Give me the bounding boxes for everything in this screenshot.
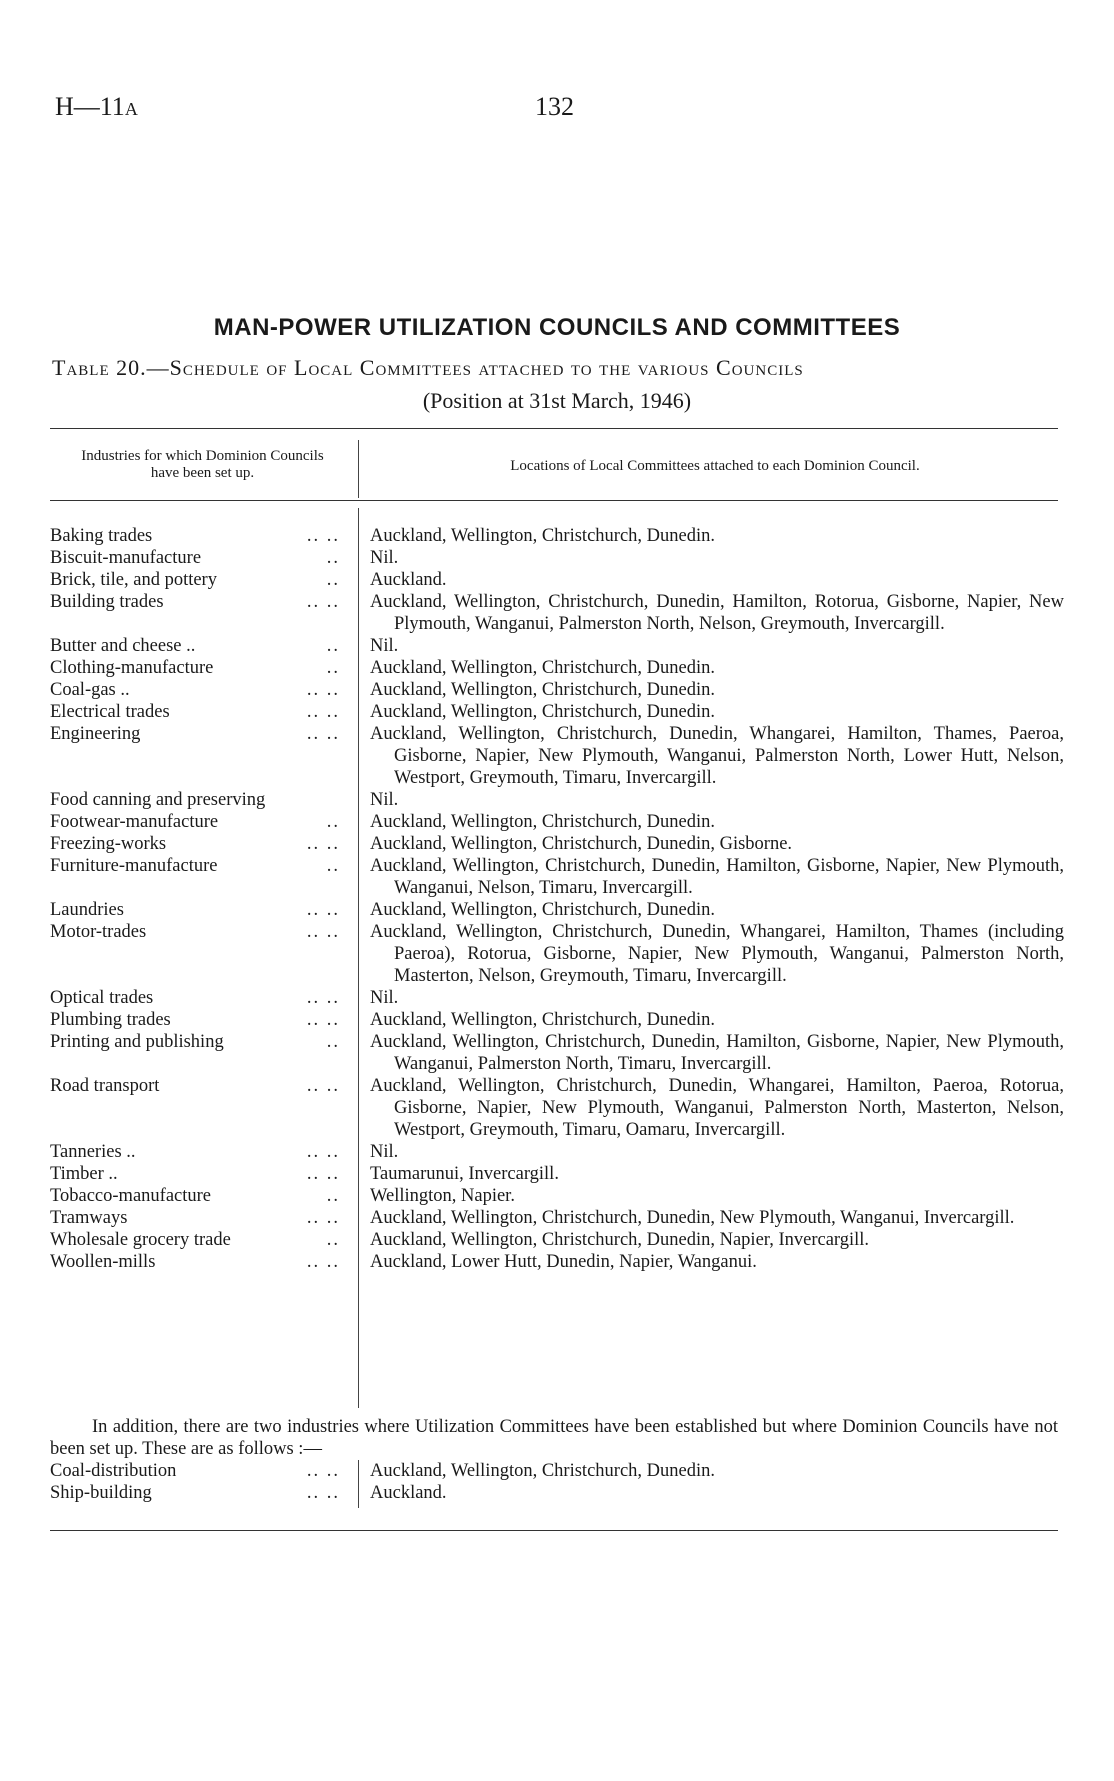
industry-name: Baking trades [50,526,155,546]
table-subtitle: Table 20.—Schedule of Local Committees attached to the various Councils [52,355,804,380]
industry-cell [50,723,340,789]
leader-dots: .. [326,548,340,568]
industry-name: Tramways [50,1208,130,1228]
industry-name: Biscuit-manufacture [50,548,204,568]
table-row [0,1163,1114,1185]
locations-cell: Auckland, Wellington, Christchurch, Dunedin, Hamilton, Gisborne, Napier, New Plymouth, Wanganui, Nelson, Timaru, Invercargill. [370,856,1064,898]
table-row [0,1229,1114,1251]
page-header-code [55,92,138,122]
leader-dots: .. .. [306,988,340,1008]
table-row [0,591,1114,635]
locations-cell: Auckland. [370,1483,447,1503]
industry-cell [50,1031,340,1075]
industry-cell [50,789,340,811]
locations-cell: Auckland, Wellington, Christchurch, Dunedin, Hamilton, Rotorua, Gisborne, Napier, New Plymouth, Wanganui, Palmerston North, Nelson, Greymouth, Invercargill. [370,592,1064,634]
table-row [0,1031,1114,1075]
locations-cell: Auckland, Wellington, Christchurch, Dunedin, Whangarei, Hamilton, Thames, Paeroa, Gisborne, Napier, New Plymouth, Wanganui, Palmerston North, Lower Hutt, Nelson, Westport, Greymouth, Timaru, Invercargill. [370,724,1064,788]
footnote [50,1416,1058,1460]
industry-cell [50,1251,340,1273]
industry-name: Building trades [50,592,167,612]
industry-name: Coal-gas .. [50,680,133,700]
doc-code: H—11 [55,92,125,121]
locations-cell: Auckland, Wellington, Christchurch, Dunedin. [370,680,715,700]
industry-name: Road transport [50,1076,162,1096]
locations-cell: Auckland, Wellington, Christchurch, Dunedin. [370,526,715,546]
industry-name: Butter and cheese .. [50,636,198,656]
industry-name: Plumbing trades [50,1010,174,1030]
locations-cell: Wellington, Napier. [370,1186,515,1206]
industry-name: Coal-distribution [50,1461,179,1481]
locations-cell: Auckland, Lower Hutt, Dunedin, Napier, Wanganui. [370,1252,757,1272]
position-date: (Position at 31st March, 1946) [422,388,692,413]
leader-dots: .. .. [306,1461,340,1481]
page-title: MAN-POWER UTILIZATION COUNCILS AND COMMITTEES [213,314,901,341]
page-number: 132 [535,92,574,121]
table-row [0,1460,1114,1482]
leader-dots: .. [326,1032,340,1052]
leader-dots: .. .. [306,1142,340,1162]
leader-dots: .. .. [306,526,340,546]
locations-cell: Auckland, Wellington, Christchurch, Dunedin, Whangarei, Hamilton, Paeroa, Rotorua, Gisborne, Napier, New Plymouth, Wanganui, Palmerston North, Masterton, Nelson, Westport, Greymouth, Timaru, Oamaru, Invercargill. [370,1076,1064,1140]
header-divider [358,440,359,498]
leader-dots: .. .. [306,1208,340,1228]
leader-dots: .. .. [306,1483,340,1503]
bottom-rule [50,1530,1058,1531]
industry-name: Brick, tile, and pottery [50,570,220,590]
industry-cell [50,1460,340,1482]
leader-dots: .. .. [306,1010,340,1030]
industry-name: Freezing-works [50,834,169,854]
industry-name: Laundries [50,900,127,920]
table-row [0,1185,1114,1207]
locations-cell: Auckland, Wellington, Christchurch, Dunedin. [370,900,715,920]
locations-cell: Nil. [370,548,399,568]
industry-cell [50,811,340,833]
table-row [0,1207,1114,1229]
industry-cell [50,591,340,635]
table-row [0,1009,1114,1031]
locations-cell: Auckland, Wellington, Christchurch, Dunedin, New Plymouth, Wanganui, Invercargill. [370,1208,1015,1228]
leader-dots: .. .. [306,724,340,744]
leader-dots: .. .. [306,922,340,942]
top-rule [50,428,1058,429]
locations-cell: Auckland, Wellington, Christchurch, Dunedin, Hamilton, Gisborne, Napier, New Plymouth, Wanganui, Palmerston North, Timaru, Invercargill. [370,1032,1064,1074]
locations-cell: Auckland, Wellington, Christchurch, Dunedin. [370,658,715,678]
industry-cell [50,855,340,899]
locations-cell: Auckland, Wellington, Christchurch, Dunedin. [370,1461,715,1481]
leader-dots: .. [326,636,340,656]
header-bottom-rule [50,500,1058,501]
industry-name: Engineering [50,724,143,744]
industry-cell [50,1207,340,1229]
locations-cell: Auckland, Wellington, Christchurch, Dunedin, Whangarei, Hamilton, Thames (including Paeroa), Rotorua, Gisborne, Napier, New Plymouth, Wanganui, Palmerston North, Masterton, Nelson, Greymouth, Timaru, Invercargill. [370,922,1064,986]
table-row [0,525,1114,547]
additional-divider [358,1460,359,1508]
table-row [0,635,1114,657]
locations-cell: Auckland, Wellington, Christchurch, Dunedin. [370,1010,715,1030]
table-row [0,1141,1114,1163]
industry-cell [50,525,340,547]
industry-cell [50,635,340,657]
industry-cell [50,1163,340,1185]
industry-name: Furniture-manufacture [50,856,220,876]
table-row [0,547,1114,569]
locations-cell: Auckland, Wellington, Christchurch, Dunedin, Napier, Invercargill. [370,1230,870,1250]
industry-cell [50,833,340,855]
table-row [0,811,1114,833]
industry-cell [50,657,340,679]
locations-cell: Nil. [370,1142,399,1162]
table-row [0,921,1114,987]
locations-cell: Nil. [370,790,399,810]
leader-dots: .. .. [306,680,340,700]
table-row [0,1075,1114,1141]
leader-dots: .. .. [306,702,340,722]
industry-name: Printing and publishing [50,1032,227,1052]
leader-dots: .. [326,812,340,832]
table-row [0,1482,1114,1504]
industry-name: Food canning and preserving [50,790,268,810]
schedule-table [0,525,1114,1273]
leader-dots: .. [326,1186,340,1206]
industry-name: Electrical trades [50,702,173,722]
industry-cell [50,1229,340,1251]
industry-cell [50,987,340,1009]
industry-name: Tanneries .. [50,1142,139,1162]
leader-dots: .. [326,658,340,678]
table-row [0,987,1114,1009]
table-row [0,701,1114,723]
locations-cell: Nil. [370,636,399,656]
footnote-text: In addition, there are two industries where Utilization Committees have been established but where Dominion Councils have not been set up. These are as follows :— [50,1417,1058,1459]
leader-dots: .. .. [306,1164,340,1184]
industry-cell [50,899,340,921]
industry-name: Footwear-manufacture [50,812,221,832]
industry-name: Wholesale grocery trade [50,1230,234,1250]
industry-name: Optical trades [50,988,156,1008]
industry-cell [50,1141,340,1163]
leader-dots: .. .. [306,592,340,612]
industry-cell [50,921,340,987]
industry-cell [50,1185,340,1207]
table-row [0,833,1114,855]
industry-name: Clothing-manufacture [50,658,216,678]
table-row [0,657,1114,679]
industry-cell [50,569,340,591]
column-header-locations: Locations of Local Committees attached to each Dominion Council. [510,458,920,474]
industry-cell [50,1482,340,1504]
table-row [0,899,1114,921]
locations-cell: Auckland, Wellington, Christchurch, Dunedin. [370,702,715,722]
industry-cell [50,679,340,701]
table-row [0,679,1114,701]
industry-name: Timber .. [50,1164,121,1184]
industry-cell [50,1075,340,1141]
industry-cell [50,547,340,569]
leader-dots: .. .. [306,1252,340,1272]
locations-cell: Auckland. [370,570,447,590]
leader-dots: .. [326,1230,340,1250]
industry-cell [50,1009,340,1031]
leader-dots: .. [326,570,340,590]
leader-dots: .. .. [306,1076,340,1096]
industry-name: Woollen-mills [50,1252,158,1272]
industry-name: Motor-trades [50,922,149,942]
table-row [0,723,1114,789]
locations-cell: Auckland, Wellington, Christchurch, Dunedin, Gisborne. [370,834,793,854]
table-row [0,855,1114,899]
industry-name: Ship-building [50,1483,155,1503]
industry-cell [50,701,340,723]
locations-cell: Auckland, Wellington, Christchurch, Dunedin. [370,812,715,832]
table-row [0,569,1114,591]
table-row [0,789,1114,811]
leader-dots: .. .. [306,834,340,854]
additional-table [0,1460,1114,1504]
leader-dots: .. .. [306,900,340,920]
leader-dots: .. [326,856,340,876]
doc-code-suffix: A [124,99,138,119]
table-row [0,1251,1114,1273]
locations-cell: Taumarunui, Invercargill. [370,1164,559,1184]
column-header-industries: Industries for which Dominion Councils have been set up. [81,448,324,481]
industry-name: Tobacco-manufacture [50,1186,214,1206]
locations-cell: Nil. [370,988,399,1008]
